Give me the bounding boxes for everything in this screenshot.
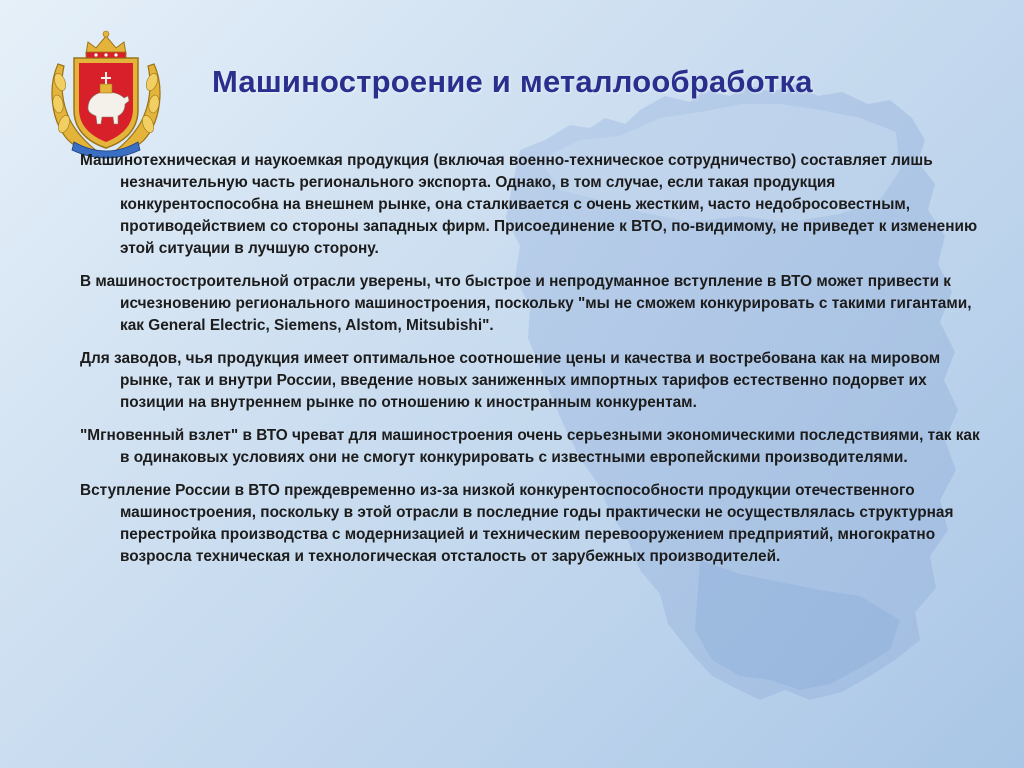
paragraph-5: Вступление России в ВТО преждевременно из-за низкой конкурентоспособности продукции отечественного машиностроения, поскольку в этой отрасли в последние годы практически не осуществлялась структурная перестройка производства с модернизацией и техническим перевооружением предприятий, многократно возросла техническая и технологическая отсталость от зарубежных производителей. bbox=[80, 482, 954, 565]
perm-krai-coat-of-arms-icon bbox=[44, 24, 168, 164]
paragraph-2: В машиностостроительной отрасли уверены, что быстрое и непродуманное вступление в ВТО может привести к исчезновению регионального машиностроения, поскольку "мы не сможем конкурировать с такими гигантами, как General Electric, Siemens, Alstom, Mitsubishi". bbox=[80, 273, 972, 334]
paragraph-1: Машинотехническая и наукоемкая продукция (включая военно-техническое сотрудничество) составляет лишь незначительную часть регионального экспорта. Однако, в том случае, если такая продукция конкурентоспособна на внешнем рынке, она сталкивается с очень жестким, часто недобросовестным, противодействием со стороны западных фирм. Присоединение к ВТО, по-видимому, не приведет к изменению этой ситуации в лучшую сторону. bbox=[80, 152, 978, 257]
slide-title: Машиностроение и металлообработка bbox=[212, 64, 813, 99]
paragraph-3: Для заводов, чья продукция имеет оптимальное соотношение цены и качества и востребована как на мировом рынке, так и внутри России, введение новых заниженных импортных тарифов естественно подорвет их позиции на внутреннем рынке по отношению к иностранным конкурентам. bbox=[80, 350, 941, 411]
slide-body bbox=[80, 150, 990, 579]
paragraph-4: "Мгновенный взлет" в ВТО чреват для машиностроения очень серьезными экономическими последствиями, так как в одинаковых условиях они не смогут конкурировать с известными европейскими производителями. bbox=[80, 427, 980, 466]
